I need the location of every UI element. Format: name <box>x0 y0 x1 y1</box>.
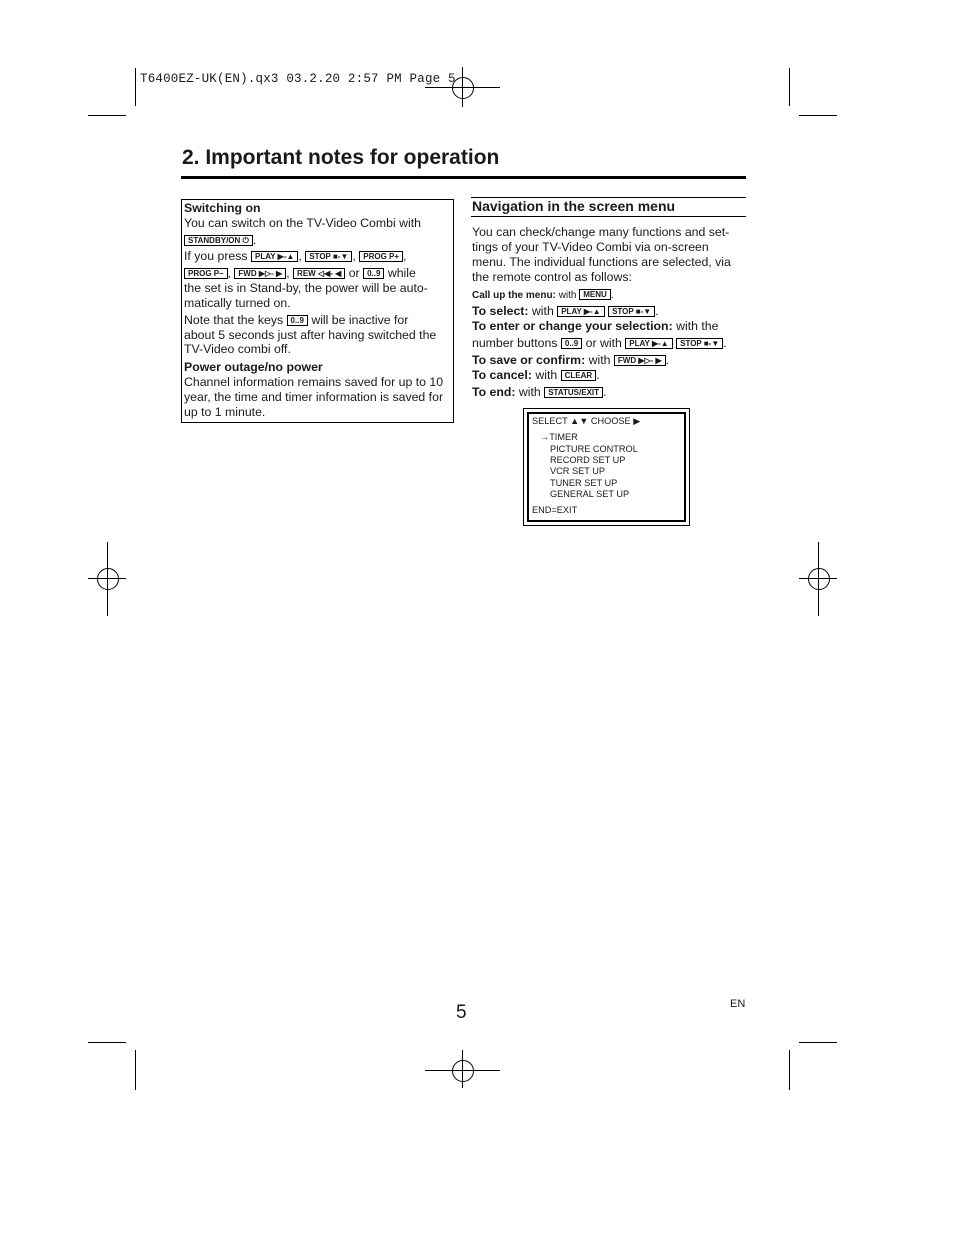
with-text: with <box>518 385 541 399</box>
nav-para-3: menu. The individual functions are selected, via <box>472 255 731 269</box>
note-line-3: TV-Video combi off. <box>184 342 291 356</box>
play-key: PLAY ▶-▲ <box>625 338 672 349</box>
language-code: EN <box>730 998 746 1010</box>
osd-menu-footer: END=EXIT <box>532 505 578 515</box>
cancel-label: To cancel: <box>472 368 532 382</box>
standby-key: STANDBY/ON ⏻ <box>184 235 253 246</box>
end-line: To end: with STATUS/EXIT . <box>472 385 607 399</box>
registration-line <box>462 1050 463 1088</box>
osd-menu-item-vcr: VCR SET UP <box>550 466 605 476</box>
note-line-2: about 5 seconds just after having switched the <box>184 328 437 342</box>
note-line <box>184 313 408 328</box>
nav-para-2: tings of your TV-Video Combi via on-screen <box>472 240 709 254</box>
enter-label: To enter or change your selection: <box>472 319 673 333</box>
if-you-press-line: If you press PLAY ▶-▲ , STOP ■-▼ , PROG P+ , <box>184 249 407 263</box>
power-line-2: year, the time and timer information is saved for <box>184 390 444 404</box>
with-text: with <box>588 353 611 367</box>
switching-line1: You can switch on the TV-Video Combi with <box>184 216 421 230</box>
save-line: To save or confirm: with FWD ▶▷- ▶ . <box>472 353 670 367</box>
fwd-key: FWD ▶▷- ▶ <box>614 355 666 366</box>
crop-mark <box>799 1042 837 1043</box>
registration-mark-icon <box>452 1060 474 1082</box>
power-line-1: Channel information remains saved for up to 10 <box>184 375 444 389</box>
or-with-text: or with <box>585 336 622 350</box>
page-title: 2. Important notes for operation <box>182 146 500 169</box>
end-label: To end: <box>472 385 516 399</box>
power-heading: Power outage/no power <box>184 360 323 374</box>
stop-key: STOP ■-▼ <box>608 306 655 317</box>
page-number: 5 <box>456 1002 467 1023</box>
stop-key: STOP ■-▼ <box>676 338 723 349</box>
osd-menu-item-tuner: TUNER SET UP <box>550 478 618 488</box>
cancel-line: To cancel: with CLEAR . <box>472 368 600 382</box>
digit-key: 0..9 <box>561 338 582 349</box>
while-text: while <box>387 266 416 280</box>
title-rule <box>181 176 746 179</box>
osd-menu-header: SELECT ▲▼ CHOOSE ▶ <box>532 416 641 426</box>
clear-key: CLEAR <box>561 370 597 381</box>
nav-para-4: the remote control as follows: <box>472 270 632 284</box>
note-post-text: will be inactive for <box>311 313 409 327</box>
osd-menu-item-general: GENERAL SET UP <box>550 489 630 499</box>
crop-mark <box>799 115 837 116</box>
with-text: with <box>558 290 577 301</box>
with-text: with <box>531 304 554 318</box>
crop-mark <box>88 1042 126 1043</box>
digit-key: 0..9 <box>287 315 308 326</box>
select-line: To select: with PLAY ▶-▲ STOP ■-▼ . <box>472 304 659 318</box>
standby-line: STANDBY/ON ⏻ . <box>184 233 256 248</box>
number-buttons-text: number buttons <box>472 336 558 350</box>
registration-line <box>107 542 108 616</box>
number-buttons-line: number buttons 0..9 or with PLAY ▶-▲ STOP ■-▼ . <box>472 336 727 350</box>
keys-line: PROG P– , FWD ▶▷- ▶ , REW ◁◀- ◀ or 0..9 while <box>184 266 416 281</box>
crop-mark <box>135 1050 136 1090</box>
switching-heading: Switching on <box>184 201 261 215</box>
call-menu-label: Call up the menu: <box>472 290 556 301</box>
call-menu-line: Call up the menu: with MENU . <box>472 290 614 301</box>
if-you-press-text: If you press <box>184 249 248 263</box>
nav-para-1: You can check/change many functions and set- <box>472 225 730 239</box>
registration-mark-icon <box>808 568 830 590</box>
standby-text-2: matically turned on. <box>184 296 291 310</box>
prog-minus-key: PROG P– <box>184 268 228 279</box>
crop-mark <box>789 1050 790 1090</box>
crop-mark <box>88 115 126 116</box>
or-text: or <box>348 266 360 280</box>
with-text: with <box>535 368 558 382</box>
osd-menu-item-timer: →TIMER <box>540 432 578 442</box>
osd-menu-item-picture: PICTURE CONTROL <box>550 444 638 454</box>
play-key: PLAY ▶-▲ <box>251 251 298 262</box>
crop-mark <box>135 68 136 106</box>
standby-text-1: the set is in Stand-by, the power will be auto- <box>184 281 428 295</box>
fwd-key: FWD ▶▷- ▶ <box>234 268 286 279</box>
rew-key: REW ◁◀- ◀ <box>293 268 345 279</box>
nav-heading: Navigation in the screen menu <box>472 198 676 214</box>
osd-menu-item-record: RECORD SET UP <box>550 455 626 465</box>
registration-line <box>462 67 463 107</box>
registration-line <box>818 542 819 616</box>
digit-key: 0..9 <box>363 268 384 279</box>
crop-mark <box>789 68 790 106</box>
prog-plus-key: PROG P+ <box>359 251 403 262</box>
stop-key: STOP ■-▼ <box>305 251 352 262</box>
menu-key: MENU <box>579 289 611 300</box>
select-label: To select: <box>472 304 529 318</box>
play-key: PLAY ▶-▲ <box>557 306 604 317</box>
note-pre-text: Note that the keys <box>184 313 284 327</box>
enter-line <box>472 319 718 334</box>
nav-rule <box>471 216 746 217</box>
registration-mark-icon <box>97 568 119 590</box>
with-the-text: with the <box>676 319 719 333</box>
status-exit-key: STATUS/EXIT <box>544 387 603 398</box>
power-line-3: up to 1 minute. <box>184 405 266 419</box>
print-slug: T6400EZ-UK(EN).qx3 03.2.20 2:57 PM Page 5 <box>140 72 456 86</box>
save-label: To save or confirm: <box>472 353 586 367</box>
